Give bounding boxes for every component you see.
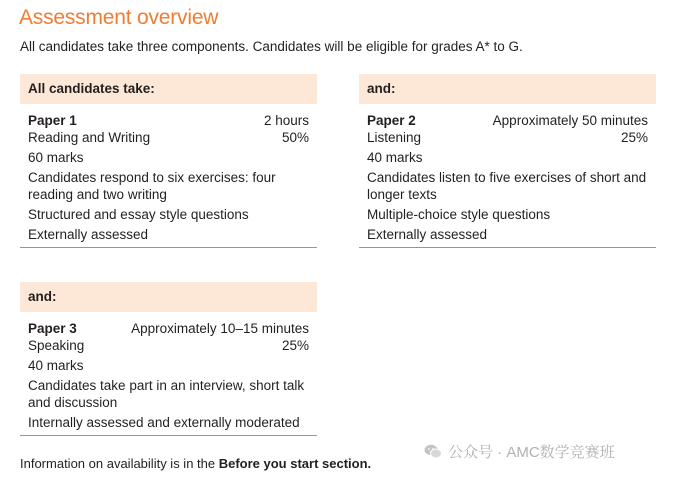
paper-description: Candidates listen to five exercises of short and longer texts bbox=[367, 170, 647, 202]
paper-name: Paper 3 bbox=[28, 321, 77, 336]
paper-assessment: Internally assessed and externally moderated bbox=[28, 415, 300, 430]
paper-weight: 25% bbox=[620, 130, 648, 145]
paper-1-card bbox=[20, 74, 317, 248]
paper-3-card bbox=[20, 282, 317, 436]
paper-description: Candidates take part in an interview, short talk and discussion bbox=[28, 378, 305, 410]
paper-name: Paper 1 bbox=[28, 113, 77, 128]
intro-text: All candidates take three components. Candidates will be eligible for grades A* to G. bbox=[20, 39, 523, 54]
paper-marks: 60 marks bbox=[28, 150, 84, 165]
paper-assessment: Externally assessed bbox=[367, 227, 488, 242]
card-divider bbox=[359, 247, 656, 248]
card-heading: and: bbox=[359, 74, 656, 104]
page-title: Assessment overview bbox=[19, 6, 219, 29]
paper-weight: 50% bbox=[281, 130, 309, 145]
paper-assessment: Externally assessed bbox=[28, 227, 149, 242]
card-heading: All candidates take: bbox=[20, 74, 317, 104]
paper-name: Paper 2 bbox=[367, 113, 416, 128]
paper-marks: 40 marks bbox=[28, 358, 84, 373]
card-divider bbox=[20, 247, 317, 248]
paper-2-card bbox=[359, 74, 656, 248]
watermark-text: 公众号 · AMC数学竞赛班 bbox=[448, 444, 615, 461]
footer-text: Information on availability is in the bbox=[20, 456, 219, 471]
card-heading: and: bbox=[20, 282, 317, 312]
watermark bbox=[424, 441, 615, 462]
paper-style: Structured and essay style questions bbox=[28, 207, 249, 222]
paper-duration: 2 hours bbox=[263, 113, 309, 128]
availability-note bbox=[20, 456, 371, 471]
paper-skill: Reading and Writing bbox=[28, 130, 151, 145]
paper-duration: Approximately 50 minutes bbox=[492, 113, 648, 128]
paper-weight: 25% bbox=[281, 338, 309, 353]
paper-skill: Listening bbox=[367, 130, 422, 145]
paper-description: Candidates respond to six exercises: four reading and two writing bbox=[28, 170, 276, 202]
paper-style: Multiple-choice style questions bbox=[367, 207, 551, 222]
before-you-start-reference: Before you start section. bbox=[218, 456, 372, 471]
paper-marks: 40 marks bbox=[367, 150, 423, 165]
paper-skill: Speaking bbox=[28, 338, 85, 353]
wechat-icon bbox=[424, 444, 442, 459]
paper-duration: Approximately 10–15 minutes bbox=[131, 321, 309, 336]
card-divider bbox=[20, 435, 317, 436]
